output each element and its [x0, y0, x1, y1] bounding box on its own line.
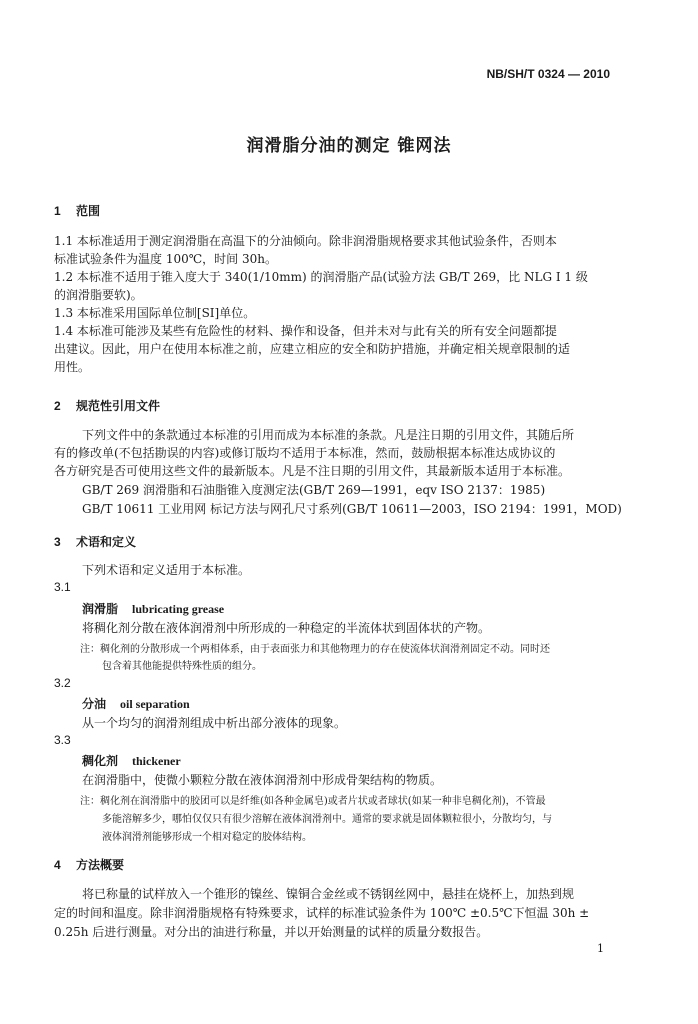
- clause-1-4-line-2: 出建议。因此，用户在使用本标准之前，应建立相应的安全和防护措施，并确定相关规章限制的适: [54, 342, 571, 356]
- term-3-2-definition: 从一个均匀的润滑剂组成中析出部分液体的现象。: [82, 716, 347, 730]
- reference-gbt-269: GB/T 269 润滑脂和石油脂锥入度测定法(GB/T 269—1991，eqv ISO 2137：1985): [82, 483, 546, 497]
- clause-1-2-line-1: 1.2 本标准不适用于锥入度大于 340(1/10mm) 的润滑脂产品(试验方法 GB/T 269，比 NLG I 1 级: [54, 270, 588, 284]
- section-title: 方法概要: [76, 858, 125, 872]
- section-2-heading: [54, 397, 160, 414]
- term-3-2-number: 3.2: [54, 676, 71, 690]
- section-4-para-line-1: 将已称量的试样放入一个锥形的镍丝、镍铜合金丝或不锈钢丝网中，悬挂在烧杯上，加热到规: [82, 887, 575, 901]
- clause-1-2-line-2: 的润滑脂要软)。: [54, 288, 143, 302]
- section-number: 4: [54, 858, 61, 872]
- term-3-3-definition: 在润滑脂中，使微小颗粒分散在液体润滑剂中形成骨架结构的物质。: [82, 773, 443, 787]
- standard-code: NB/SH/T 0324 — 2010: [486, 67, 610, 81]
- section-4-para-line-3: 0.25h 后进行测量。对分出的油进行称量，并以开始测量的试样的质量分数报告。: [54, 925, 489, 939]
- term-chinese: 分油: [82, 697, 107, 711]
- term-chinese: 润滑脂: [82, 602, 119, 616]
- section-3-heading: [54, 533, 136, 550]
- clause-1-3-line-1: 1.3 本标准采用国际单位制[SI]单位。: [54, 306, 256, 320]
- term-3-3-note-line-2: 多能溶解多少，哪怕仅仅只有很少溶解在液体润滑剂中。通常的要求就是固体颗粒很小，分散均匀，与: [102, 814, 552, 825]
- section-title: 范围: [76, 204, 101, 218]
- section-2-para-line-3: 各方研究是否可使用这些文件的最新版本。凡是不注日期的引用文件，其最新版本适用于本标准。: [54, 464, 571, 478]
- clause-1-4-line-1: 1.4 本标准可能涉及某些有危险性的材料、操作和设备，但并未对与此有关的所有安全问题都提: [54, 324, 557, 338]
- term-3-1-note-line-2: 包含着其他能提供特殊性质的组分。: [102, 661, 262, 672]
- section-4-heading: [54, 856, 124, 873]
- section-number: 3: [54, 535, 61, 549]
- term-3-1-number: 3.1: [54, 580, 71, 594]
- reference-gbt-10611: GB/T 10611 工业用网 标记方法与网孔尺寸系列(GB/T 10611—2003，ISO 2194：1991，MOD): [82, 502, 622, 516]
- term-3-1-title: [82, 600, 224, 617]
- section-3-intro: 下列术语和定义适用于本标准。: [82, 563, 251, 577]
- clause-1-1-line-2: 标准试验条件为温度 100℃，时间 30h。: [54, 252, 277, 266]
- term-3-3-title: [82, 752, 181, 769]
- section-4-para-line-2: 定的时间和温度。除非润滑脂规格有特殊要求，试样的标准试验条件为 100℃ ±0.5℃下恒温 30h ±: [54, 906, 590, 920]
- term-english: lubricating grease: [132, 602, 225, 616]
- section-2-para-line-1: 下列文件中的条款通过本标准的引用而成为本标准的条款。凡是注日期的引用文件，其随后所: [82, 428, 575, 442]
- term-3-1-definition: 将稠化剂分散在液体润滑剂中所形成的一种稳定的半流体状到固体状的产物。: [82, 621, 491, 635]
- term-3-3-note-line-3: 液体润滑剂能够形成一个相对稳定的胶体结构。: [102, 832, 312, 843]
- section-number: 2: [54, 399, 61, 413]
- term-3-3-note-line-1: 注：稠化剂在润滑脂中的胶团可以是纤维(如各种金属皂)或者片状或者球状(如某一种非皂稠化剂)，不管最: [80, 796, 546, 807]
- clause-1-4-line-3: 用性。: [54, 360, 91, 374]
- section-2-para-line-2: 有的修改单(不包括勘误的内容)或修订版均不适用于本标准，然而，鼓励根据本标准达成协议的: [54, 446, 556, 460]
- section-number: 1: [54, 204, 61, 218]
- term-3-2-title: [82, 695, 190, 712]
- term-chinese: 稠化剂: [82, 754, 119, 768]
- term-3-1-note-line-1: 注：稠化剂的分散形成一个两相体系，由于表面张力和其他物理力的存在使流体状润滑剂固定不动。同时还: [80, 644, 550, 655]
- section-title: 术语和定义: [76, 535, 137, 549]
- term-3-3-number: 3.3: [54, 733, 71, 747]
- clause-1-1-line-1: 1.1 本标准适用于测定润滑脂在高温下的分油倾向。除非润滑脂规格要求其他试验条件，否则本: [54, 234, 557, 248]
- section-1-heading: [54, 202, 100, 219]
- section-title: 规范性引用文件: [76, 399, 161, 413]
- document-title: 润滑脂分油的测定 锥网法: [246, 136, 452, 156]
- page-number: 1: [597, 942, 604, 955]
- term-english: oil separation: [120, 697, 190, 711]
- term-english: thickener: [132, 754, 181, 768]
